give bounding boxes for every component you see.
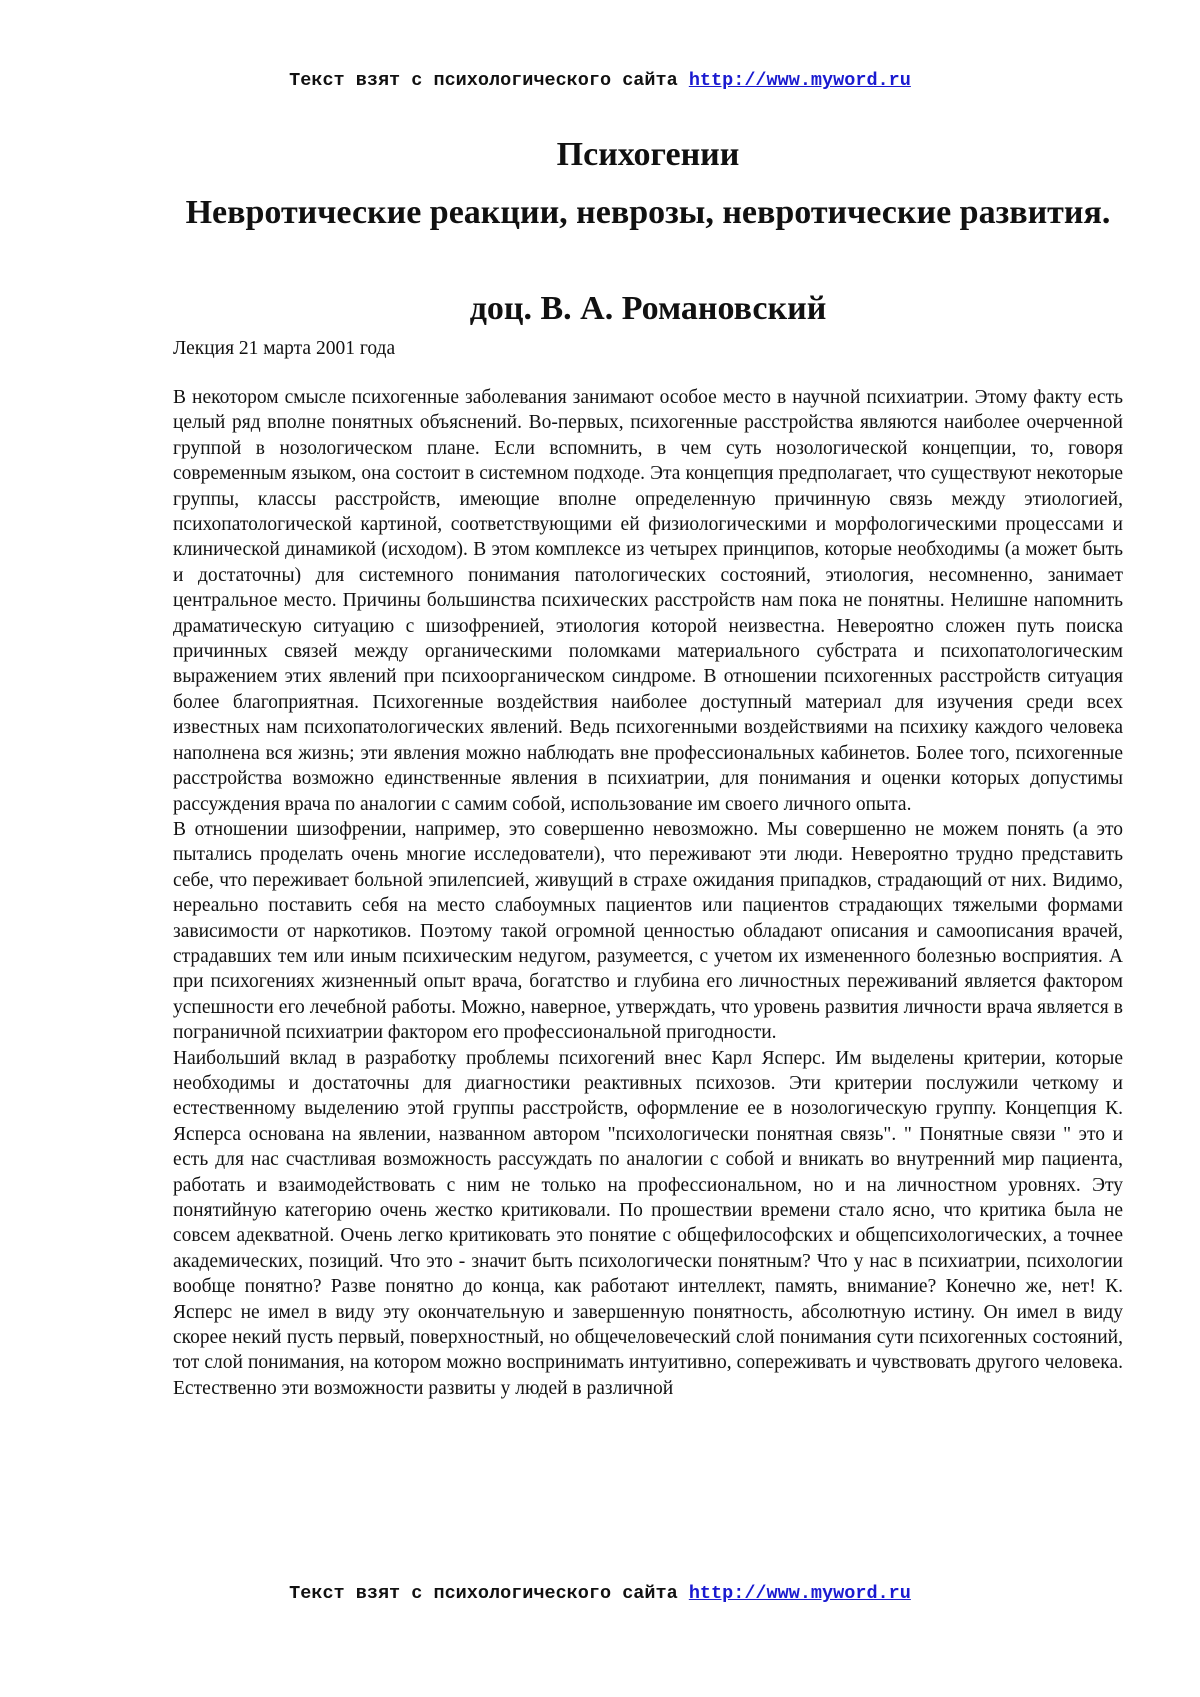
lecture-date: Лекция 21 марта 2001 года [173, 338, 396, 359]
source-footer [0, 1582, 1200, 1606]
source-header-link[interactable]: http://www.myword.ru [688, 70, 911, 91]
page-subtitle: Невротические реакции, неврозы, невротические развития. [185, 194, 1111, 231]
source-header-text: Текст взят с психологического сайта [289, 70, 689, 91]
page-title: Психогении [556, 136, 740, 173]
source-footer-text: Текст взят с психологического сайта [289, 1583, 689, 1604]
author-line: доц. В. А. Романовский [469, 290, 827, 327]
paragraph-1: В некотором смысле психогенные заболевания занимают особое место в научной психиатрии. Этому факту есть целый ряд вполне понятных объяснений. Во-первых, психогенные расстройства являются наиболее очерченной группой в нозологическом плане. Если вспомнить, в чем суть нозологической концепции, то, говоря современным языком, она состоит в системном подходе. Эта концепция предполагает, что существуют некоторые группы, классы расстройств, имеющие вполне определенную причинную связь между этиологией, психопатологической картиной, соответствующими ей физиологическими и морфологическими процессами и клинической динамикой (исходом). В этом комплексе из четырех принципов, которые необходимы (а может быть и достаточны) для системного понимания патологических состояний, этиология, несомненно, занимает центральное место. Причины большинства психических расстройств нам пока не понятны. Нелишне напомнить драматическую ситуацию с шизофренией, этиология которой неизвестна. Невероятно сложен путь поиска причинных связей между органическими поломками материального субстрата и психопатологическим выражением этих явлений при психоорганическом синдроме. В отношении психогенных расстройств ситуация более благоприятная. Психогенные воздействия наиболее доступный материал для изучения среди всех известных нам психопатологических явлений. Ведь психогенными воздействиями на психику каждого человека наполнена вся жизнь; эти явления можно наблюдать вне профессиональных кабинетов. Более того, психогенные расстройства возможно единственные явления в психиатрии, для понимания и оценки которых допустимы рассуждения врача по аналогии с самим собой, использование им своего личного опыта. [173, 387, 1123, 815]
source-header [0, 69, 1200, 93]
paragraph-2: В отношении шизофрении, например, это совершенно невозможно. Мы совершенно не можем понять (а это пытались проделать очень многие исследователи), что переживают эти люди. Невероятно трудно представить себе, что переживает больной эпилепсией, живущий в страхе ожидания припадков, страдающий от них. Видимо, нереально поставить себя на место слабоумных пациентов или пациентов страдающих тяжелыми формами зависимости от наркотиков. Поэтому такой огромной ценностью обладают описания и самоописания врачей, страдавших тем или иным психическим недугом, разумеется, с учетом их измененного болезнью восприятия. А при психогениях жизненный опыт врача, богатство и глубина его личностных переживаний является фактором успешности его лечебной работы. Можно, наверное, утверждать, что уровень развития личности врача является в пограничной психиатрии фактором его профессиональной пригодности. [173, 818, 1123, 1044]
body-text [173, 385, 1123, 1575]
source-footer-link[interactable]: http://www.myword.ru [688, 1583, 911, 1604]
paragraph-3: Наибольший вклад в разработку проблемы психогений внес Карл Ясперс. Им выделены критерии, которые необходимы и достаточны для диагностики реактивных психозов. Эти критерии послужили четкому и естественному выделению этой группы расстройств, оформление ее в нозологическую группу. Концепция К. Ясперса основана на явлении, названном автором "психологически понятная связь". " Понятные связи " это и есть для нас счастливая возможность рассуждать по аналогии с собой и вникать во внутренний мир пациента, работать и взаимодействовать с ним не только на профессиональном, но и на личностном уровнях. Эту понятийную категорию очень жестко критиковали. По прошествии времени стало ясно, что критика была не совсем адекватной. Очень легко критиковать это понятие с общефилософских и общепсихологических, а точнее академических, позиций. Что это - значит быть психологически понятным? Что у нас в психиатрии, психологии вообще понятно? Разве понятно до конца, как работают интеллект, память, внимание? Конечно же, нет! К. Ясперс не имел в виду эту окончательную и завершенную понятность, абсолютную истину. Он имел в виду скорее некий пусть первый, поверхностный, но общечеловеческий слой понимания сути психогенных состояний, тот слой понимания, на котором можно воспринимать интуитивно, сопереживать и чувствовать другого человека. Естественно эти возможности развиты у людей в различной [173, 1047, 1123, 1399]
